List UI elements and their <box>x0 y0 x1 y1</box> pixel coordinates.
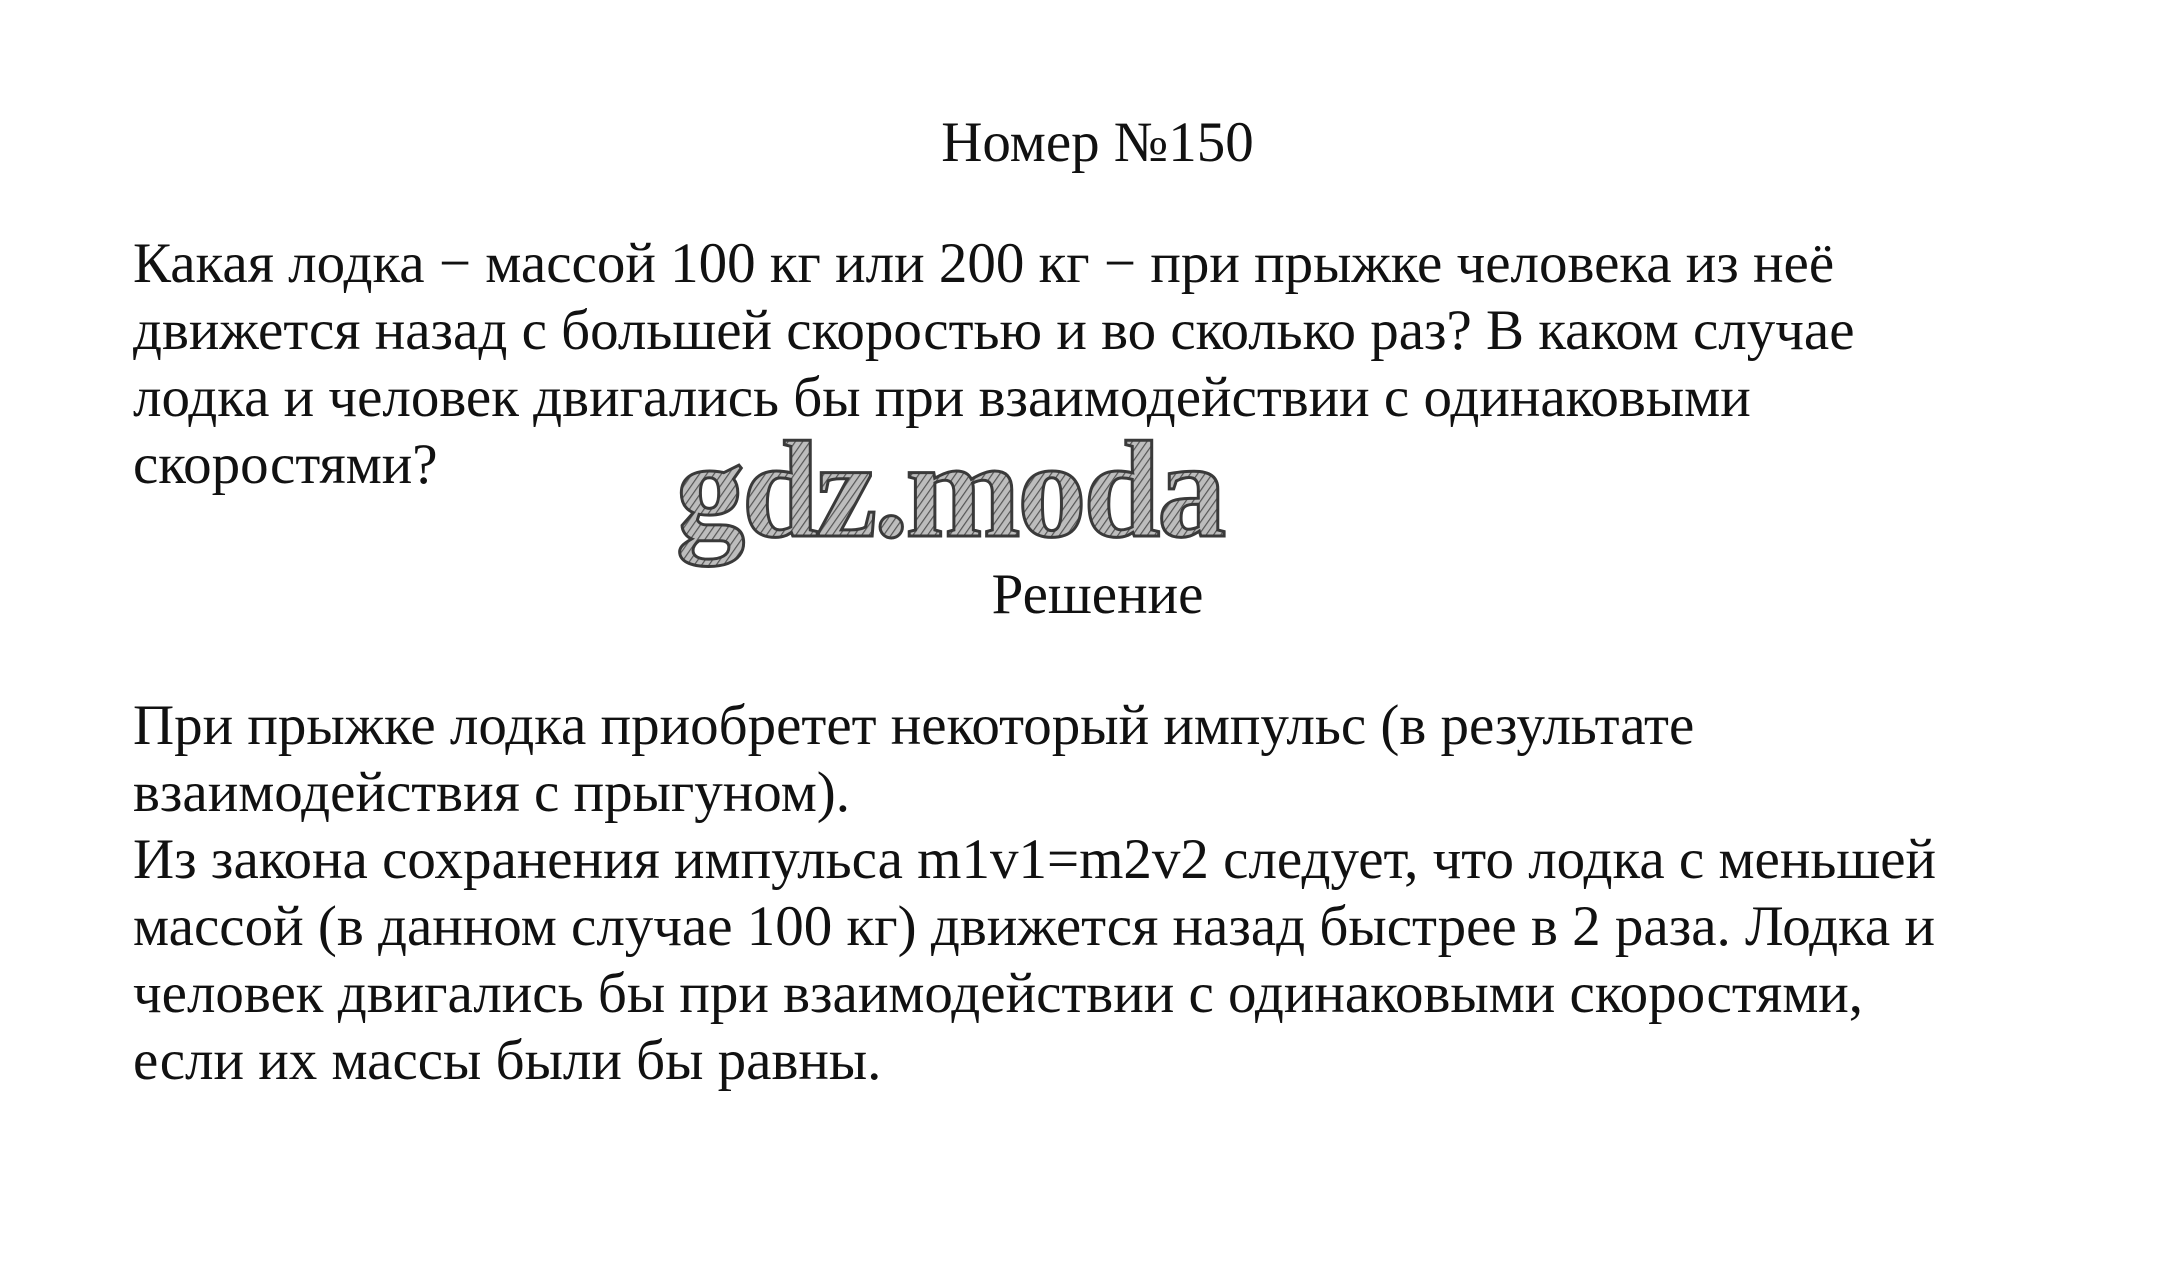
question-line: скоростями? <box>133 433 438 496</box>
answer-line: человек двигались бы при взаимодействии с одинаковыми скоростями, <box>133 962 1864 1025</box>
question-line: движется назад с большей скоростью и во сколько раз? В каком случае <box>133 299 1855 362</box>
answer-paragraph-1 <box>133 692 1694 826</box>
answer-line: При прыжке лодка приобретет некоторый импульс (в результате <box>133 694 1695 757</box>
solution-heading: Решение <box>991 563 1204 626</box>
question-line: лодка и человек двигались бы при взаимодействии с одинаковыми <box>133 366 1751 429</box>
problem-title: Номер №150 <box>941 111 1254 174</box>
answer-paragraph-2 <box>133 826 1936 1094</box>
answer-line: массой (в данном случае 100 кг) движется назад быстрее в 2 раза. Лодка и <box>133 895 1935 958</box>
question-line: Какая лодка − массой 100 кг или 200 кг − при прыжке человека из неё <box>133 232 1835 295</box>
answer-line: взаимодействия с прыгуном). <box>133 761 851 824</box>
watermark-text: gdz.moda <box>676 418 1224 566</box>
answer-line: Из закона сохранения импульса m1v1=m2v2 следует, что лодка с меньшей <box>133 828 1937 891</box>
answer-line: если их массы были бы равны. <box>133 1029 882 1092</box>
